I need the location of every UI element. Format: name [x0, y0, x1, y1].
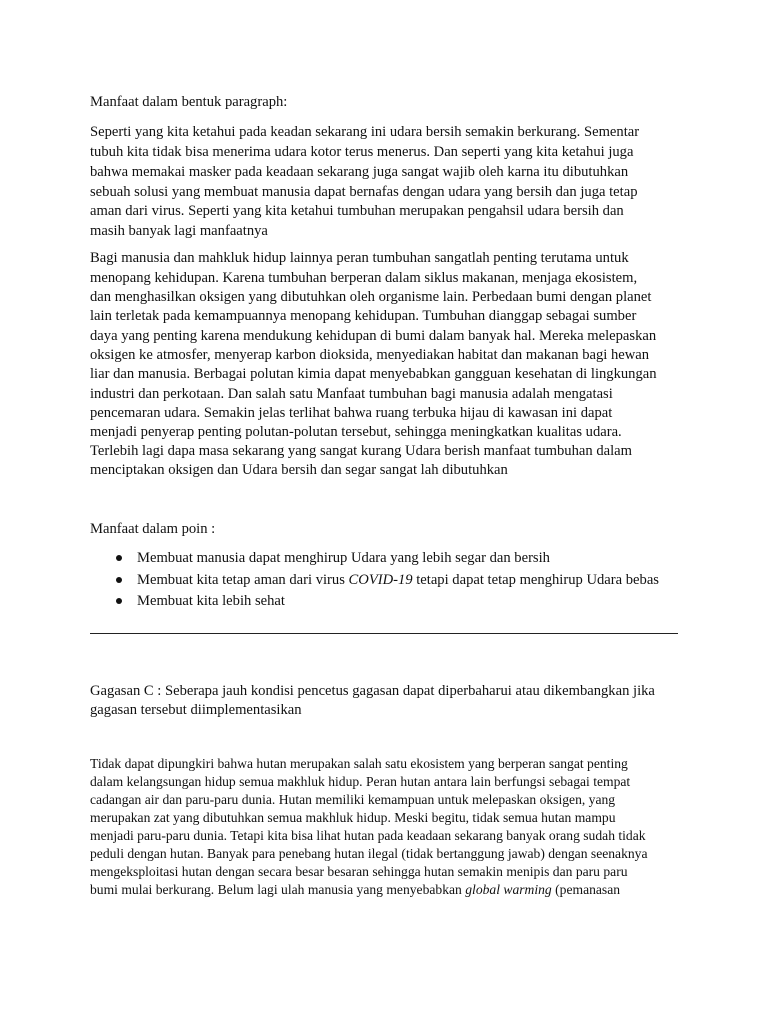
paragraph-line: bumi mulai berkurang. Belum lagi ulah manusia yang menyebabkan global warming (pemanasan [90, 882, 621, 897]
paragraph-line: merupakan zat yang dibutuhkan semua makhluk hidup. Meski begitu, tidak semua hutan mampu [90, 810, 616, 825]
bullet-icon [116, 555, 122, 561]
paragraph-line: masih banyak lagi manfaatnya [90, 223, 268, 239]
heading-line: gagasan tersebut diimplementasikan [90, 702, 302, 718]
bullet-icon [116, 577, 122, 583]
paragraph-line: mengeksploitasi hutan dengan secara besar besaran sehingga hutan semakin menipis dan paru paru [90, 864, 628, 879]
point-text: Membuat kita tetap aman dari virus COVID-19 tetapi dapat tetap menghirup Udara bebas [137, 572, 659, 588]
paragraph-line: menjadi penyerap penting polutan-polutan tersebut, sehingga meningkatkan kualitas udara. [90, 424, 622, 440]
paragraph-line: dalam kelangsungan hidup semua makhluk hidup. Peran hutan antara lain berfungsi sebagai tempat [90, 774, 631, 789]
point-text: Membuat kita lebih sehat [137, 593, 285, 609]
paragraph-line: liar dan manusia. Berbagai polutan kimia dapat menyebabkan gangguan kesehatan di lingkungan [90, 366, 657, 382]
paragraph-line: menjadi paru-paru dunia. Tetapi kita bisa lihat hutan pada keadaan sekarang banyak orang sudah tidak [90, 828, 646, 843]
paragraph-line: pencemaran udara. Semakin jelas terlihat bahwa ruang terbuka hijau di kawasan ini dapat [90, 405, 613, 421]
paragraph-line: oksigen ke atmosfer, menyerap karbon dioksida, menyediakan habitat dan makanan bagi hewan [90, 347, 650, 363]
bullet-icon [116, 598, 122, 604]
paragraph-line: peduli dengan hutan. Banyak para penebang hutan ilegal (tidak bertanggung jawab) dengan seenaknya [90, 846, 648, 861]
point-text: Membuat manusia dapat menghirup Udara yang lebih segar dan bersih [137, 550, 550, 566]
paragraph-line: cadangan air dan paru-paru dunia. Hutan memiliki kemampuan untuk melepaskan oksigen, yang [90, 792, 616, 807]
paragraph-line: sebuah solusi yang membuat manusia dapat bernafas dengan udara yang bersih dan juga tetap [90, 184, 638, 200]
paragraph-line: aman dari virus. Seperti yang kita ketahui tumbuhan merupakan pengahsil udara bersih dan [90, 203, 624, 219]
paragraph-line: tubuh kita tidak bisa menerima udara kotor terus menerus. Dan seperti yang kita ketahui juga [90, 144, 634, 160]
paragraph-line: bahwa memakai masker pada keadaan sekarang juga sangat wajib oleh karna itu dibutuhkan [90, 164, 629, 180]
section2-heading: Manfaat dalam poin : [90, 521, 216, 537]
heading-line: Gagasan C : Seberapa jauh kondisi pencetus gagasan dapat diperbaharui atau dikembangkan jika [90, 683, 655, 699]
paragraph-line: Seperti yang kita ketahui pada keadan sekarang ini udara bersih semakin berkurang. Sementar [90, 124, 640, 140]
paragraph-line: menopang kehidupan. Karena tumbuhan berperan dalam siklus makanan, menjaga ekosistem, [90, 270, 638, 286]
paragraph-line: Terlebih lagi dapa masa sekarang yang sangat kurang Udara berish manfaat tumbuhan dalam [90, 443, 632, 459]
paragraph-line: Tidak dapat dipungkiri bahwa hutan merupakan salah satu ekosistem yang berperan sangat penting [90, 756, 628, 771]
horizontal-divider [90, 633, 678, 634]
section1-heading: Manfaat dalam bentuk paragraph: [90, 94, 288, 110]
paragraph-line: lain terletak pada kemampuannya menopang kehidupan. Tumbuhan dianggap sebagai sumber [90, 308, 637, 324]
paragraph-line: dan menghasilkan oksigen yang dibutuhkan oleh organisme lain. Perbedaan bumi dengan planet [90, 289, 652, 305]
paragraph-line: daya yang penting karena mendukung kehidupan di bumi dalam banyak hal. Mereka melepaskan [90, 328, 657, 344]
paragraph-line: menciptakan oksigen dan Udara bersih dan segar sangat lah dibutuhkan [90, 462, 508, 478]
document-page [90, 0, 680, 1024]
paragraph-line: Bagi manusia dan mahkluk hidup lainnya peran tumbuhan sangatlah penting terutama untuk [90, 250, 629, 266]
paragraph-line: industri dan perkotaan. Dan salah satu Manfaat tumbuhan bagi manusia adalah mengatasi [90, 386, 613, 402]
